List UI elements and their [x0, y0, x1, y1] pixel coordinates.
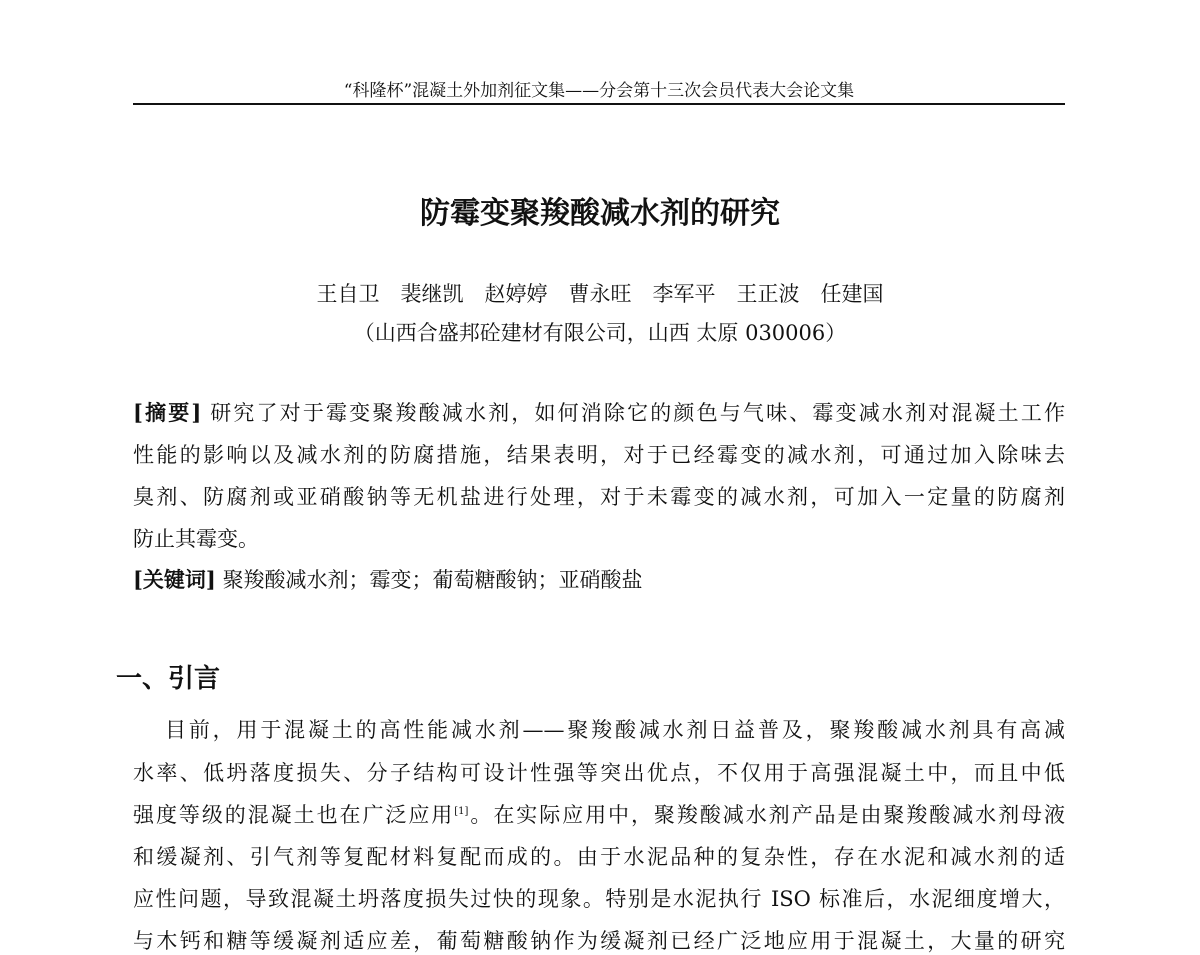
- paper-title: 防霉变聚羧酸减水剂的研究: [420, 196, 780, 231]
- body-text: 强度等级的混凝土也在广泛应用: [133, 803, 455, 827]
- section-heading: 一、引言: [116, 664, 221, 694]
- body-line: 应性问题，导致混凝土坍落度损失过快的现象。特别是水泥执行 ISO 标准后，水泥细度增大，: [133, 887, 1065, 911]
- body-line: 与木钙和糖等缓凝剂适应差，葡萄糖酸钠作为缓凝剂已经广泛地应用于混凝土，大量的研究: [133, 929, 1065, 953]
- abstract-text: 研究了对于霉变聚羧酸减水剂，如何消除它的颜色与气味、霉变减水剂对混凝土工作: [210, 401, 1065, 425]
- keywords-text: 聚羧酸减水剂；霉变；葡萄糖酸钠；亚硝酸盐: [222, 568, 643, 592]
- authors: 王自卫 裴继凯 赵婷婷 曹永旺 李军平 王正波 任建国: [316, 282, 884, 306]
- keywords-line: [133, 564, 1065, 594]
- abstract-line: 性能的影响以及减水剂的防腐措施，结果表明，对于已经霉变的减水剂，可通过加入除味去: [133, 443, 1065, 467]
- body-line: 目前，用于混凝土的高性能减水剂——聚羧酸减水剂日益普及，聚羧酸减水剂具有高减: [165, 718, 1065, 742]
- citation: [1]: [454, 806, 469, 817]
- body-line: [133, 799, 1065, 829]
- body-line: 和缓凝剂、引气剂等复配材料复配而成的。由于水泥品种的复杂性，存在水泥和减水剂的适: [133, 845, 1065, 869]
- abstract-label: [摘要]: [133, 400, 202, 425]
- abstract-line: 臭剂、防腐剂或亚硝酸钠等无机盐进行处理，对于未霉变的减水剂，可加入一定量的防腐剂: [133, 485, 1065, 509]
- affiliation: （山西合盛邦砼建材有限公司，山西 太原 030006）: [353, 321, 847, 345]
- running-header: “科隆杯”混凝土外加剂征文集——分会第十三次会员代表大会论文集: [343, 81, 855, 101]
- keywords-label: [关键词]: [133, 567, 216, 592]
- abstract-line: 防止其霉变。: [133, 527, 259, 551]
- body-line: 水率、低坍落度损失、分子结构可设计性强等突出优点，不仅用于高强混凝土中，而且中低: [133, 761, 1065, 785]
- body-text: 。在实际应用中，聚羧酸减水剂产品是由聚羧酸减水剂母液: [468, 803, 1066, 827]
- header-rule: [133, 103, 1065, 105]
- abstract-line: [133, 397, 1065, 427]
